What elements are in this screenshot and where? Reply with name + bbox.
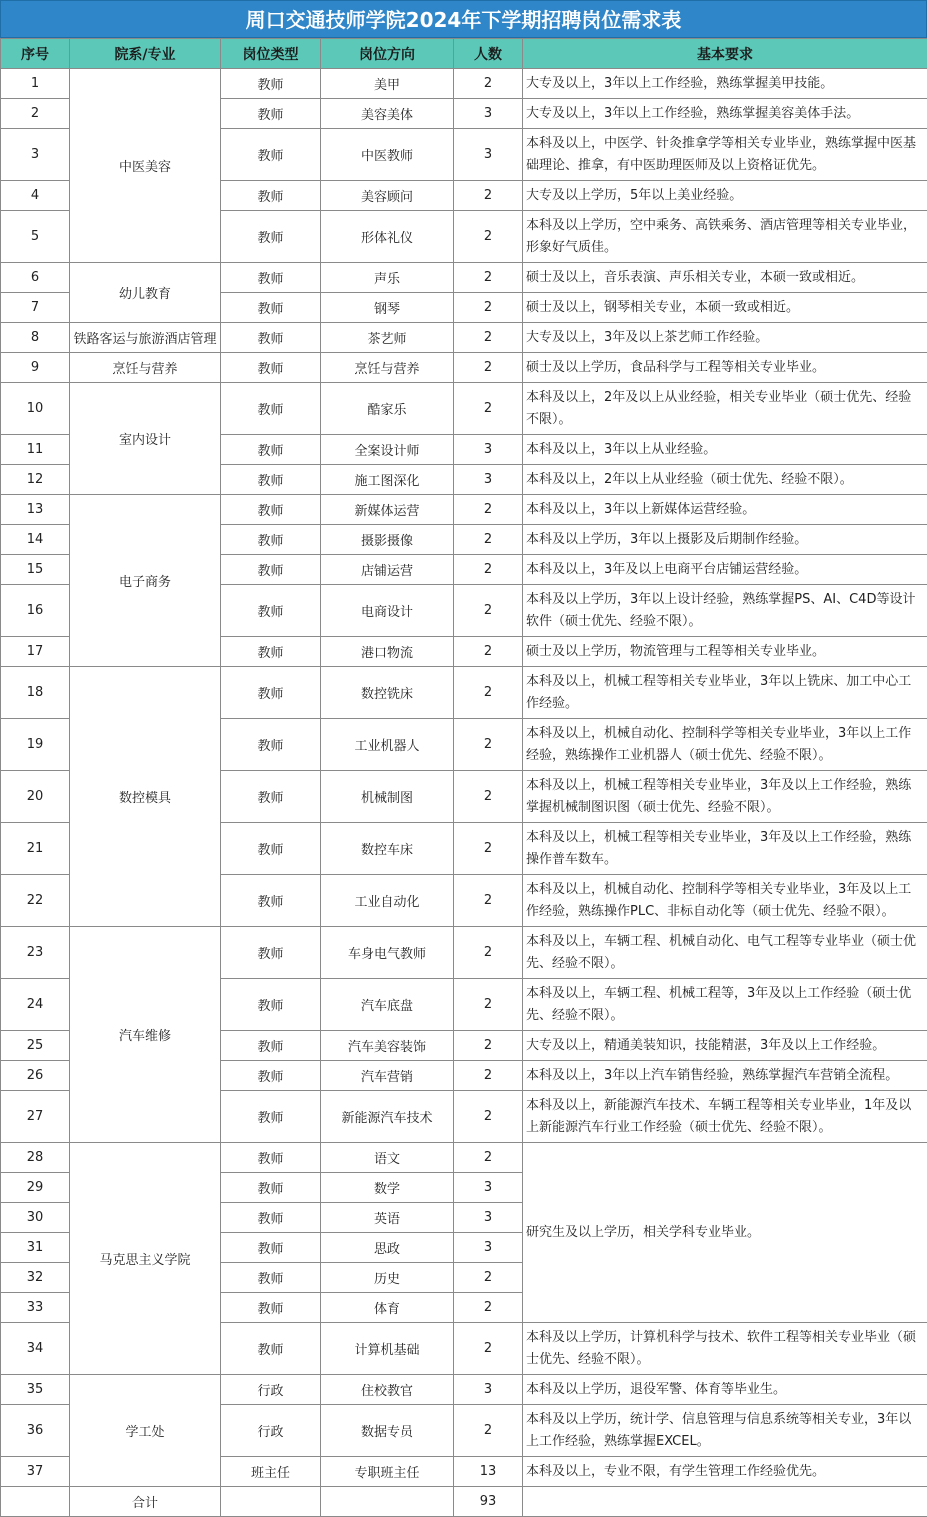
requirement-cell: 大专及以上，3年以上工作经验，熟练掌握美容美体手法。 xyxy=(523,99,927,129)
recruitment-table xyxy=(0,38,927,1517)
post-direction-cell: 汽车美容装饰 xyxy=(321,1031,454,1061)
post-direction-cell: 数控铣床 xyxy=(321,667,454,719)
total-blank-direction xyxy=(321,1487,454,1517)
header-count: 人数 xyxy=(454,39,523,69)
row-number: 3 xyxy=(1,129,70,181)
post-type-cell: 教师 xyxy=(221,637,321,667)
post-type-cell: 教师 xyxy=(221,323,321,353)
requirement-cell: 本科及以上，新能源汽车技术、车辆工程等相关专业毕业，1年及以上新能源汽车行业工作经验（硕士优先、经验不限）。 xyxy=(523,1091,927,1143)
count-cell: 2 xyxy=(454,1263,523,1293)
row-number: 33 xyxy=(1,1293,70,1323)
post-direction-cell: 烹饪与营养 xyxy=(321,353,454,383)
post-type-cell: 班主任 xyxy=(221,1457,321,1487)
requirement-cell: 大专及以上学历，5年以上美业经验。 xyxy=(523,181,927,211)
requirement-cell: 本科及以上，机械工程等相关专业毕业，3年及以上工作经验，熟练操作普车数车。 xyxy=(523,823,927,875)
post-type-cell: 教师 xyxy=(221,1233,321,1263)
row-number: 16 xyxy=(1,585,70,637)
row-number: 10 xyxy=(1,383,70,435)
post-direction-cell: 汽车底盘 xyxy=(321,979,454,1031)
count-cell: 2 xyxy=(454,1143,523,1173)
row-number: 24 xyxy=(1,979,70,1031)
table-row xyxy=(1,353,927,383)
row-number: 37 xyxy=(1,1457,70,1487)
count-cell: 13 xyxy=(454,1457,523,1487)
post-type-cell: 行政 xyxy=(221,1375,321,1405)
row-number: 21 xyxy=(1,823,70,875)
post-type-cell: 教师 xyxy=(221,1091,321,1143)
post-direction-cell: 酷家乐 xyxy=(321,383,454,435)
post-type-cell: 教师 xyxy=(221,525,321,555)
post-type-cell: 教师 xyxy=(221,495,321,525)
total-blank-type xyxy=(221,1487,321,1517)
row-number: 27 xyxy=(1,1091,70,1143)
department-cell: 马克思主义学院 xyxy=(70,1143,221,1375)
count-cell: 3 xyxy=(454,1203,523,1233)
requirement-cell: 本科及以上学历，空中乘务、高铁乘务、酒店管理等相关专业毕业，形象好气质佳。 xyxy=(523,211,927,263)
count-cell: 2 xyxy=(454,525,523,555)
requirement-cell: 本科及以上，车辆工程、机械自动化、电气工程等专业毕业（硕士优先、经验不限）。 xyxy=(523,927,927,979)
count-cell: 2 xyxy=(454,353,523,383)
total-label: 合计 xyxy=(70,1487,221,1517)
header-post-type: 岗位类型 xyxy=(221,39,321,69)
post-type-cell: 教师 xyxy=(221,435,321,465)
post-direction-cell: 英语 xyxy=(321,1203,454,1233)
post-type-cell: 教师 xyxy=(221,719,321,771)
post-type-cell: 教师 xyxy=(221,69,321,99)
post-direction-cell: 汽车营销 xyxy=(321,1061,454,1091)
post-direction-cell: 体育 xyxy=(321,1293,454,1323)
table-row xyxy=(1,927,927,979)
post-direction-cell: 数学 xyxy=(321,1173,454,1203)
row-number: 28 xyxy=(1,1143,70,1173)
post-direction-cell: 机械制图 xyxy=(321,771,454,823)
count-cell: 2 xyxy=(454,1323,523,1375)
requirement-cell: 本科及以上学历，3年以上摄影及后期制作经验。 xyxy=(523,525,927,555)
post-type-cell: 教师 xyxy=(221,585,321,637)
count-cell: 2 xyxy=(454,1061,523,1091)
count-cell: 2 xyxy=(454,585,523,637)
post-type-cell: 教师 xyxy=(221,1293,321,1323)
count-cell: 2 xyxy=(454,555,523,585)
requirement-cell: 本科及以上，专业不限，有学生管理工作经验优先。 xyxy=(523,1457,927,1487)
count-cell: 2 xyxy=(454,181,523,211)
count-cell: 2 xyxy=(454,1031,523,1061)
total-count: 93 xyxy=(454,1487,523,1517)
post-direction-cell: 数据专员 xyxy=(321,1405,454,1457)
requirement-cell: 本科及以上，机械工程等相关专业毕业，3年及以上工作经验，熟练掌握机械制图识图（硕士优先、经验不限）。 xyxy=(523,771,927,823)
row-number: 6 xyxy=(1,263,70,293)
requirement-cell: 本科及以上，车辆工程、机械工程等，3年及以上工作经验（硕士优先、经验不限）。 xyxy=(523,979,927,1031)
requirement-cell: 本科及以上，3年以上汽车销售经验，熟练掌握汽车营销全流程。 xyxy=(523,1061,927,1091)
count-cell: 2 xyxy=(454,667,523,719)
post-type-cell: 教师 xyxy=(221,1323,321,1375)
count-cell: 3 xyxy=(454,99,523,129)
table-row xyxy=(1,495,927,525)
header-post-direction: 岗位方向 xyxy=(321,39,454,69)
row-number: 22 xyxy=(1,875,70,927)
row-number: 34 xyxy=(1,1323,70,1375)
requirement-cell: 本科及以上学历，退役军警、体育等毕业生。 xyxy=(523,1375,927,1405)
count-cell: 2 xyxy=(454,637,523,667)
row-number: 20 xyxy=(1,771,70,823)
row-number: 15 xyxy=(1,555,70,585)
department-cell: 铁路客运与旅游酒店管理 xyxy=(70,323,221,353)
post-type-cell: 教师 xyxy=(221,979,321,1031)
requirement-cell: 本科及以上，中医学、针灸推拿学等相关专业毕业，熟练掌握中医基础理论、推拿，有中医助理医师及以上资格证优先。 xyxy=(523,129,927,181)
row-number: 14 xyxy=(1,525,70,555)
row-number: 17 xyxy=(1,637,70,667)
count-cell: 2 xyxy=(454,383,523,435)
post-type-cell: 教师 xyxy=(221,353,321,383)
post-type-cell: 教师 xyxy=(221,1031,321,1061)
count-cell: 2 xyxy=(454,719,523,771)
post-type-cell: 行政 xyxy=(221,1405,321,1457)
department-cell: 数控模具 xyxy=(70,667,221,927)
requirement-cell: 本科及以上学历，计算机科学与技术、软件工程等相关专业毕业（硕士优先、经验不限）。 xyxy=(523,1323,927,1375)
total-blank-req xyxy=(523,1487,927,1517)
post-type-cell: 教师 xyxy=(221,1263,321,1293)
post-direction-cell: 美容顾问 xyxy=(321,181,454,211)
total-row xyxy=(1,1487,927,1517)
count-cell: 2 xyxy=(454,263,523,293)
requirement-cell: 本科及以上，机械自动化、控制科学等相关专业毕业，3年以上工作经验，熟练操作工业机器人（硕士优先、经验不限）。 xyxy=(523,719,927,771)
requirement-cell: 本科及以上，3年以上从业经验。 xyxy=(523,435,927,465)
count-cell: 2 xyxy=(454,69,523,99)
department-cell: 学工处 xyxy=(70,1375,221,1487)
page-title: 周口交通技师学院2024年下学期招聘岗位需求表 xyxy=(0,0,927,38)
requirement-cell: 大专及以上，3年及以上茶艺师工作经验。 xyxy=(523,323,927,353)
table-row xyxy=(1,1375,927,1405)
count-cell: 2 xyxy=(454,1405,523,1457)
row-number: 12 xyxy=(1,465,70,495)
post-type-cell: 教师 xyxy=(221,129,321,181)
count-cell: 2 xyxy=(454,927,523,979)
requirement-cell: 本科及以上，3年及以上电商平台店铺运营经验。 xyxy=(523,555,927,585)
table-row xyxy=(1,69,927,99)
post-direction-cell: 新媒体运营 xyxy=(321,495,454,525)
post-direction-cell: 店铺运营 xyxy=(321,555,454,585)
table-row xyxy=(1,323,927,353)
row-number: 8 xyxy=(1,323,70,353)
post-direction-cell: 数控车床 xyxy=(321,823,454,875)
row-number: 19 xyxy=(1,719,70,771)
requirement-cell: 本科及以上，3年以上新媒体运营经验。 xyxy=(523,495,927,525)
row-number: 23 xyxy=(1,927,70,979)
department-cell: 汽车维修 xyxy=(70,927,221,1143)
post-type-cell: 教师 xyxy=(221,383,321,435)
post-type-cell: 教师 xyxy=(221,181,321,211)
requirement-cell: 本科及以上学历，统计学、信息管理与信息系统等相关专业，3年以上工作经验，熟练掌握EXCEL。 xyxy=(523,1405,927,1457)
count-cell: 3 xyxy=(454,435,523,465)
requirement-cell: 硕士及以上，钢琴相关专业，本硕一致或相近。 xyxy=(523,293,927,323)
row-number: 7 xyxy=(1,293,70,323)
post-direction-cell: 茶艺师 xyxy=(321,323,454,353)
count-cell: 3 xyxy=(454,129,523,181)
post-direction-cell: 住校教官 xyxy=(321,1375,454,1405)
requirement-cell: 硕士及以上学历，食品科学与工程等相关专业毕业。 xyxy=(523,353,927,383)
post-type-cell: 教师 xyxy=(221,1061,321,1091)
row-number: 13 xyxy=(1,495,70,525)
post-type-cell: 教师 xyxy=(221,771,321,823)
post-direction-cell: 语文 xyxy=(321,1143,454,1173)
count-cell: 2 xyxy=(454,875,523,927)
count-cell: 2 xyxy=(454,1091,523,1143)
count-cell: 2 xyxy=(454,495,523,525)
post-direction-cell: 美甲 xyxy=(321,69,454,99)
post-type-cell: 教师 xyxy=(221,1203,321,1233)
post-direction-cell: 形体礼仪 xyxy=(321,211,454,263)
post-direction-cell: 电商设计 xyxy=(321,585,454,637)
shared-requirement-cell: 研究生及以上学历，相关学科专业毕业。 xyxy=(523,1143,927,1323)
count-cell: 3 xyxy=(454,1375,523,1405)
count-cell: 2 xyxy=(454,323,523,353)
post-type-cell: 教师 xyxy=(221,99,321,129)
total-blank-no xyxy=(1,1487,70,1517)
count-cell: 2 xyxy=(454,823,523,875)
post-type-cell: 教师 xyxy=(221,1143,321,1173)
requirement-cell: 大专及以上，精通美装知识，技能精湛，3年及以上工作经验。 xyxy=(523,1031,927,1061)
post-direction-cell: 港口物流 xyxy=(321,637,454,667)
header-row xyxy=(1,39,927,69)
header-no: 序号 xyxy=(1,39,70,69)
row-number: 11 xyxy=(1,435,70,465)
post-type-cell: 教师 xyxy=(221,875,321,927)
count-cell: 2 xyxy=(454,771,523,823)
post-direction-cell: 工业机器人 xyxy=(321,719,454,771)
post-type-cell: 教师 xyxy=(221,1173,321,1203)
post-direction-cell: 车身电气教师 xyxy=(321,927,454,979)
table-row xyxy=(1,383,927,435)
header-requirements: 基本要求 xyxy=(523,39,927,69)
department-cell: 烹饪与营养 xyxy=(70,353,221,383)
requirement-cell: 硕士及以上，音乐表演、声乐相关专业，本硕一致或相近。 xyxy=(523,263,927,293)
post-type-cell: 教师 xyxy=(221,555,321,585)
count-cell: 2 xyxy=(454,979,523,1031)
row-number: 36 xyxy=(1,1405,70,1457)
row-number: 18 xyxy=(1,667,70,719)
department-cell: 中医美容 xyxy=(70,69,221,263)
department-cell: 室内设计 xyxy=(70,383,221,495)
requirement-cell: 硕士及以上学历，物流管理与工程等相关专业毕业。 xyxy=(523,637,927,667)
table-row xyxy=(1,263,927,293)
table-row xyxy=(1,667,927,719)
row-number: 32 xyxy=(1,1263,70,1293)
table-body xyxy=(1,69,927,1517)
post-direction-cell: 摄影摄像 xyxy=(321,525,454,555)
row-number: 31 xyxy=(1,1233,70,1263)
requirement-cell: 本科及以上，机械工程等相关专业毕业，3年以上铣床、加工中心工作经验。 xyxy=(523,667,927,719)
post-direction-cell: 计算机基础 xyxy=(321,1323,454,1375)
row-number: 29 xyxy=(1,1173,70,1203)
department-cell: 幼儿教育 xyxy=(70,263,221,323)
row-number: 9 xyxy=(1,353,70,383)
count-cell: 2 xyxy=(454,211,523,263)
requirement-cell: 大专及以上，3年以上工作经验，熟练掌握美甲技能。 xyxy=(523,69,927,99)
post-type-cell: 教师 xyxy=(221,263,321,293)
row-number: 5 xyxy=(1,211,70,263)
requirement-cell: 本科及以上，2年及以上从业经验，相关专业毕业（硕士优先、经验不限）。 xyxy=(523,383,927,435)
count-cell: 2 xyxy=(454,1293,523,1323)
row-number: 4 xyxy=(1,181,70,211)
row-number: 2 xyxy=(1,99,70,129)
post-direction-cell: 工业自动化 xyxy=(321,875,454,927)
header-department: 院系/专业 xyxy=(70,39,221,69)
post-direction-cell: 施工图深化 xyxy=(321,465,454,495)
post-direction-cell: 美容美体 xyxy=(321,99,454,129)
post-direction-cell: 历史 xyxy=(321,1263,454,1293)
row-number: 1 xyxy=(1,69,70,99)
post-type-cell: 教师 xyxy=(221,465,321,495)
count-cell: 2 xyxy=(454,293,523,323)
post-type-cell: 教师 xyxy=(221,927,321,979)
requirement-cell: 本科及以上学历，3年以上设计经验，熟练掌握PS、AI、C4D等设计软件（硕士优先、经验不限）。 xyxy=(523,585,927,637)
post-direction-cell: 专职班主任 xyxy=(321,1457,454,1487)
count-cell: 3 xyxy=(454,465,523,495)
table-row xyxy=(1,1143,927,1173)
post-direction-cell: 新能源汽车技术 xyxy=(321,1091,454,1143)
post-type-cell: 教师 xyxy=(221,293,321,323)
count-cell: 3 xyxy=(454,1233,523,1263)
post-direction-cell: 钢琴 xyxy=(321,293,454,323)
count-cell: 3 xyxy=(454,1173,523,1203)
row-number: 35 xyxy=(1,1375,70,1405)
requirement-cell: 本科及以上，机械自动化、控制科学等相关专业毕业，3年及以上工作经验，熟练操作PLC、非标自动化等（硕士优先、经验不限）。 xyxy=(523,875,927,927)
requirement-cell: 本科及以上，2年以上从业经验（硕士优先、经验不限）。 xyxy=(523,465,927,495)
post-type-cell: 教师 xyxy=(221,211,321,263)
post-direction-cell: 声乐 xyxy=(321,263,454,293)
post-type-cell: 教师 xyxy=(221,667,321,719)
post-type-cell: 教师 xyxy=(221,823,321,875)
post-direction-cell: 思政 xyxy=(321,1233,454,1263)
row-number: 25 xyxy=(1,1031,70,1061)
post-direction-cell: 全案设计师 xyxy=(321,435,454,465)
department-cell: 电子商务 xyxy=(70,495,221,667)
row-number: 26 xyxy=(1,1061,70,1091)
row-number: 30 xyxy=(1,1203,70,1233)
post-direction-cell: 中医教师 xyxy=(321,129,454,181)
